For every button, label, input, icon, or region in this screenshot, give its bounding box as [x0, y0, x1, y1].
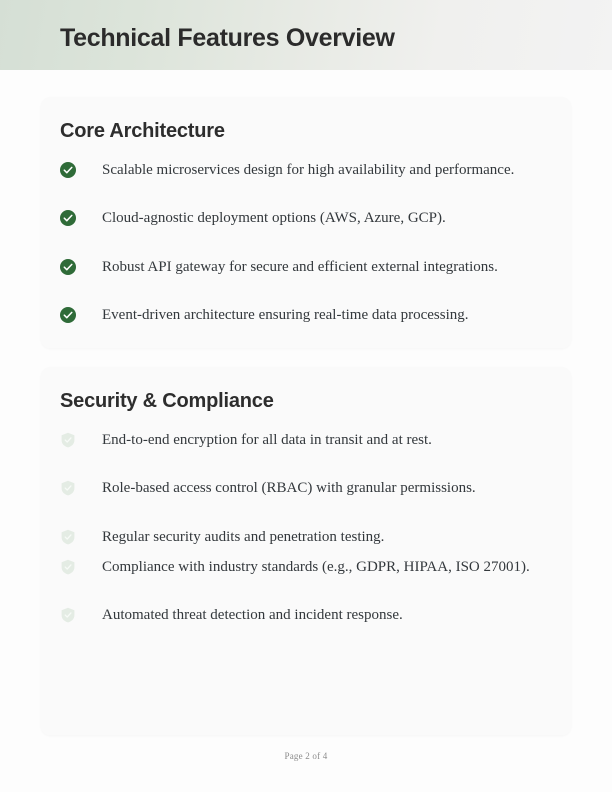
page-header-band: [0, 0, 612, 70]
check-circle-icon: [60, 162, 76, 178]
feature-list-item: [60, 431, 557, 449]
feature-item-text: Cloud-agnostic deployment options (AWS, Azure, GCP).: [102, 210, 446, 226]
feature-item-text: Regular security audits and penetration testing.: [102, 529, 385, 545]
feature-item-text: Automated threat detection and incident response.: [102, 607, 403, 623]
shield-check-icon: [60, 529, 76, 545]
page-title: Technical Features Overview: [60, 24, 395, 52]
feature-list-item: [60, 528, 557, 546]
page-body: [0, 70, 612, 792]
shield-check-icon: [60, 480, 76, 496]
shield-check-icon: [60, 432, 76, 448]
feature-item-text: Event-driven architecture ensuring real-time data processing.: [102, 307, 469, 323]
section-card-core-architecture: [41, 97, 571, 348]
feature-item-text: End-to-end encryption for all data in transit and at rest.: [102, 432, 432, 448]
feature-item-text: Scalable microservices design for high availability and performance.: [102, 162, 515, 178]
shield-check-icon: [60, 559, 76, 575]
feature-list-item: [60, 209, 557, 227]
page-footer-number: Page 2 of 4: [284, 751, 328, 761]
feature-list-item: [60, 258, 557, 276]
feature-list-item: [60, 558, 557, 576]
shield-check-icon: [60, 607, 76, 623]
feature-list-item: [60, 306, 557, 324]
check-circle-icon: [60, 210, 76, 226]
feature-list-item: [60, 606, 557, 624]
feature-item-text: Compliance with industry standards (e.g., GDPR, HIPAA, ISO 27001).: [102, 559, 530, 575]
section-heading-security-compliance: Security & Compliance: [60, 390, 274, 412]
check-circle-icon: [60, 307, 76, 323]
section-card-security-compliance: [41, 367, 571, 735]
check-circle-icon: [60, 259, 76, 275]
section-heading-core-architecture: Core Architecture: [60, 120, 225, 142]
feature-list-item: [60, 161, 557, 179]
feature-item-text: Role-based access control (RBAC) with granular permissions.: [102, 480, 476, 496]
feature-list-item: [60, 479, 557, 497]
feature-item-text: Robust API gateway for secure and efficient external integrations.: [102, 259, 498, 275]
